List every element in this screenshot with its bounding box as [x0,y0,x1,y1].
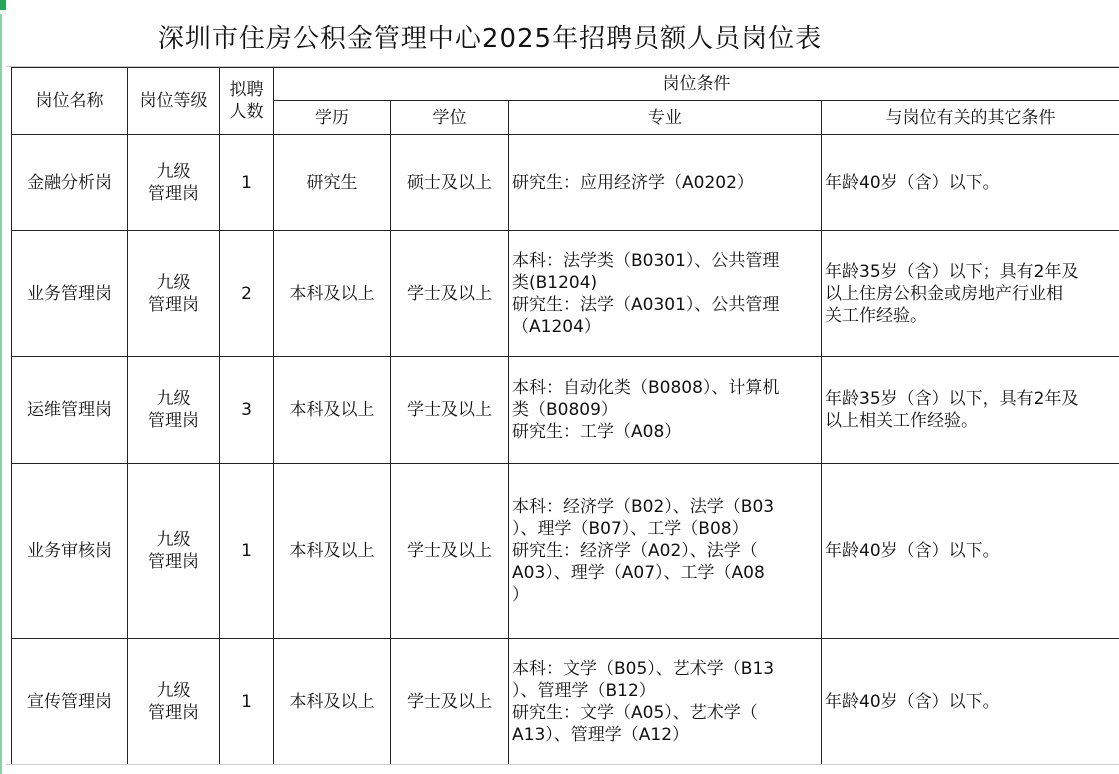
cell-position-name: 宣传管理岗 [12,639,128,765]
cell-education: 研究生 [274,135,391,231]
cell-headcount: 2 [220,231,274,357]
cell-other-conditions [822,357,1119,464]
cell-headcount: 1 [220,464,274,639]
cell-degree: 硕士及以上 [391,135,509,231]
cell-position-level [128,135,220,231]
cell-level-line: 九级 [156,389,191,409]
cell-major [509,135,822,231]
cell-other-line: 年龄40岁（含）以下。 [825,691,1000,712]
cell-level-line: 管理岗 [148,702,199,723]
cell-other-conditions [822,135,1119,231]
cell-other-line: 年龄40岁（含）以下。 [825,541,1000,561]
cell-level-line: 管理岗 [148,552,199,572]
cell-education: 本科及以上 [274,357,391,464]
cell-major [509,464,822,639]
header-education: 学历 [274,101,391,135]
cell-other-line: 以上住房公积金或房地产行业相 [825,283,1063,304]
sheet-left-edge [0,0,6,774]
cell-major-line: 研究生：文学（A05）、艺术学（ [512,702,758,723]
header-position-name: 岗位名称 [12,68,128,135]
header-other-conditions: 与岗位有关的其它条件 [822,101,1119,135]
header-headcount-line: 人数 [229,102,264,122]
divider [6,764,1119,765]
cell-degree: 学士及以上 [391,464,509,639]
cell-position-name: 业务审核岗 [12,464,128,639]
cell-level-line: 九级 [156,530,191,550]
cell-position-name: 金融分析岗 [12,135,128,231]
cell-major-line: 本科：自动化类（B0808）、计算机 [512,378,780,398]
cell-level-line: 管理岗 [148,183,199,204]
cell-major-line: 研究生：工学（A08） [512,422,682,442]
cell-education: 本科及以上 [274,231,391,357]
cell-education: 本科及以上 [274,464,391,639]
table-row [12,357,1119,464]
header-major: 专业 [509,101,822,135]
cell-major-line: （A1204） [512,316,601,337]
cell-other-line: 年龄35岁（含）以下；具有2年及 [825,261,1079,282]
cell-major-line: ）、理学（B07）、工学（B08） [512,519,749,539]
sheet-edge-marker [0,0,6,10]
cell-major-line: 研究生：法学（A0301）、公共管理 [512,294,780,315]
cell-major-line: 本科：法学类（B0301）、公共管理 [512,250,780,271]
cell-other-line: 年龄40岁（含）以下。 [825,172,1000,193]
cell-major-line: A13）、管理学（A12） [512,724,690,745]
cell-level-line: 管理岗 [148,294,199,315]
table-row [12,639,1119,765]
cell-other-line: 年龄35岁（含）以下，具有2年及 [825,389,1079,409]
table-row [12,464,1119,639]
cell-degree: 学士及以上 [391,357,509,464]
cell-position-level [128,357,220,464]
cell-major-line: 类(B1204) [512,272,598,293]
cell-major-line: 本科：经济学（B02）、法学（B03 [512,497,775,517]
cell-major [509,639,822,765]
cell-other-line: 关工作经验。 [825,305,927,326]
header-row [12,68,1119,101]
table-row [12,231,1119,357]
cell-level-line: 九级 [156,272,191,293]
cell-headcount: 1 [220,135,274,231]
cell-degree: 学士及以上 [391,231,509,357]
header-position-level: 岗位等级 [128,68,220,135]
header-conditions: 岗位条件 [274,68,1119,101]
cell-degree: 学士及以上 [391,639,509,765]
cell-major-line: A03）、理学（A07）、工学（A08 [512,563,765,583]
header-headcount-line: 拟聘 [229,80,264,100]
cell-education: 本科及以上 [274,639,391,765]
cell-position-level [128,231,220,357]
cell-level-line: 九级 [156,680,191,701]
cell-major [509,357,822,464]
cell-major-line: ）、管理学（B12） [512,680,656,701]
cell-position-level [128,639,220,765]
cell-major-line: 本科：文学（B05）、艺术学（B13 [512,658,775,679]
cell-headcount: 1 [220,639,274,765]
cell-other-conditions [822,639,1119,765]
cell-position-name: 运维管理岗 [12,357,128,464]
header-headcount [220,68,274,135]
cell-major-line: 研究生：经济学（A02）、法学（ [512,541,758,561]
cell-other-line: 以上相关工作经验。 [825,411,978,431]
cell-position-name: 业务管理岗 [12,231,128,357]
cell-major-line: 研究生：应用经济学（A0202） [512,172,754,193]
table-row [12,135,1119,231]
header-degree: 学位 [391,101,509,135]
cell-major-line: ） [512,585,529,605]
page-title: 深圳市住房公积金管理中心2025年招聘员额人员岗位表 [157,24,823,54]
cell-headcount: 3 [220,357,274,464]
cell-level-line: 管理岗 [148,411,199,431]
cell-major [509,231,822,357]
cell-position-level [128,464,220,639]
cell-other-conditions [822,231,1119,357]
recruitment-table [11,67,1119,765]
cell-level-line: 九级 [156,161,191,182]
cell-other-conditions [822,464,1119,639]
cell-major-line: 类（B0809） [512,400,618,420]
